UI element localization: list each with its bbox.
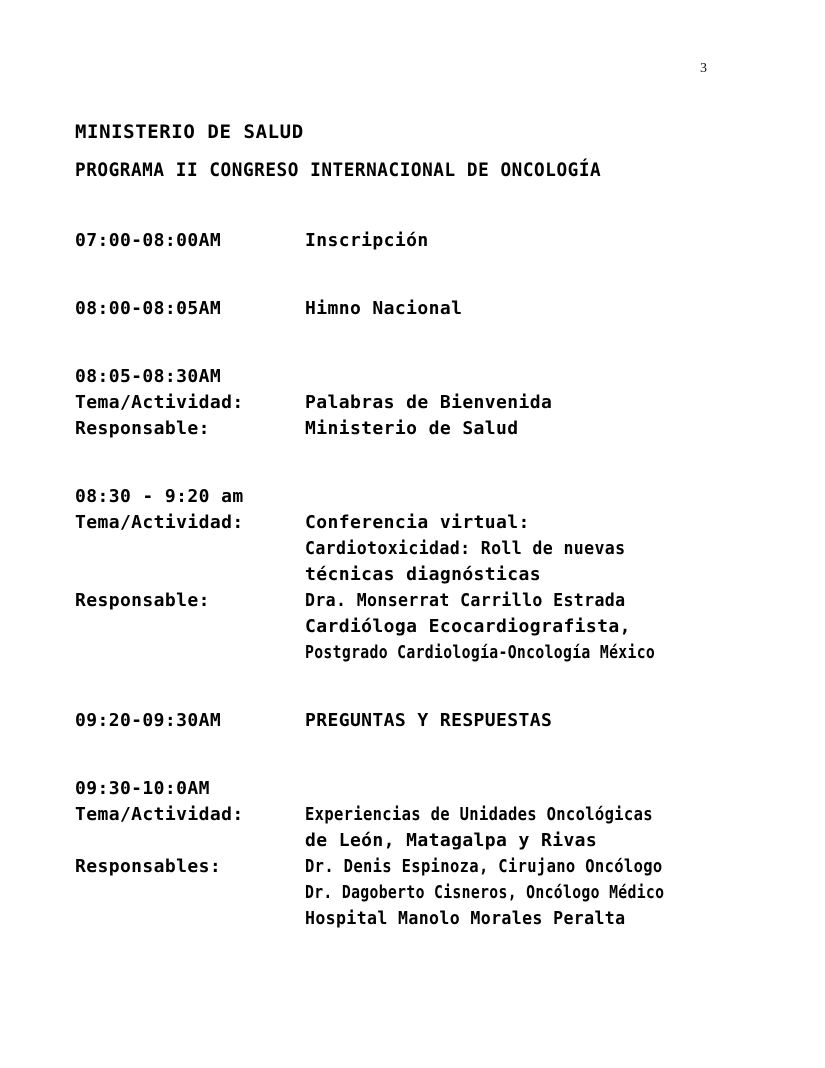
schedule-row-value: Conferencia virtual: <box>305 512 530 533</box>
heading-program: PROGRAMA II CONGRESO INTERNACIONAL DE ONCOLOGÍA <box>75 159 602 181</box>
schedule-row-value <box>305 802 790 828</box>
schedule-row-value: técnicas diagnósticas <box>305 564 541 585</box>
schedule-time-row <box>75 708 790 734</box>
schedule-detail-row <box>75 390 790 416</box>
schedule-time: 08:30 - 9:20 am <box>75 486 244 507</box>
schedule-block <box>75 776 790 932</box>
page-number: 3 <box>700 61 707 76</box>
value-text: Dra. Monserrat Carrillo Estrada <box>305 590 626 611</box>
schedule-time-row <box>75 776 790 802</box>
schedule-time: 07:00-08:00AM <box>75 230 222 251</box>
schedule-row-value <box>305 906 790 932</box>
schedule-time: 09:30-10:0AM <box>75 778 210 799</box>
value-text: Dr. Denis Espinoza, Cirujano Oncólogo <box>305 856 663 877</box>
schedule-detail-row <box>75 640 790 666</box>
schedule-value: Inscripción <box>305 230 429 251</box>
schedule-row-label: Tema/Actividad: <box>75 512 244 533</box>
value-text: Experiencias de Unidades Oncológicas <box>305 804 653 825</box>
schedule-detail-row <box>75 614 790 640</box>
schedule-row-value <box>305 588 790 614</box>
schedule-row-label: Responsable: <box>75 590 210 611</box>
schedule-value: Himno Nacional <box>305 298 463 319</box>
value-text: Dr. Dagoberto Cisneros, Oncólogo Médico <box>305 882 665 903</box>
schedule-detail-row <box>75 802 790 828</box>
schedule-detail-row <box>75 510 790 536</box>
schedule-row-label: Tema/Actividad: <box>75 392 244 413</box>
schedule-block <box>75 228 790 254</box>
schedule-detail-row <box>75 588 790 614</box>
heading-ministry: MINISTERIO DE SALUD <box>75 121 304 143</box>
schedule-time-row <box>75 296 790 322</box>
schedule-row-label: Tema/Actividad: <box>75 804 244 825</box>
schedule-row-label: Responsables: <box>75 856 222 877</box>
schedule-row-value: de León, Matagalpa y Rivas <box>305 830 598 851</box>
schedule-detail-row <box>75 562 790 588</box>
schedule-value: PREGUNTAS Y RESPUESTAS <box>305 710 553 731</box>
schedule-time: 08:05-08:30AM <box>75 366 222 387</box>
schedule-row-value: Ministerio de Salud <box>305 418 519 439</box>
schedule-detail-row <box>75 828 790 854</box>
schedule-block <box>75 296 790 322</box>
schedule-time-row <box>75 364 790 390</box>
schedule-row-value <box>305 854 790 880</box>
schedule-row-value: Cardióloga Ecocardiografista, <box>305 616 631 637</box>
schedule-time-row <box>75 484 790 510</box>
schedule-block <box>75 364 790 442</box>
value-text: Cardiotoxicidad: Roll de nuevas <box>305 538 626 559</box>
schedule-detail-row <box>75 854 790 880</box>
document-heading <box>75 113 775 189</box>
schedule-row-value: Palabras de Bienvenida <box>305 392 553 413</box>
schedule-detail-row <box>75 536 790 562</box>
schedule-time-row <box>75 228 790 254</box>
schedule-detail-row <box>75 906 790 932</box>
schedule-row-value <box>305 880 790 906</box>
schedule-row-value <box>305 640 790 666</box>
value-text: Hospital Manolo Morales Peralta <box>305 908 626 929</box>
schedule-block <box>75 484 790 666</box>
schedule-list <box>75 228 790 932</box>
schedule-block <box>75 708 790 734</box>
schedule-detail-row <box>75 416 790 442</box>
value-text: Postgrado Cardiología-Oncología México <box>305 642 656 663</box>
schedule-time: 09:20-09:30AM <box>75 710 222 731</box>
schedule-row-label: Responsable: <box>75 418 210 439</box>
schedule-detail-row <box>75 880 790 906</box>
schedule-row-value <box>305 536 790 562</box>
schedule-time: 08:00-08:05AM <box>75 298 222 319</box>
